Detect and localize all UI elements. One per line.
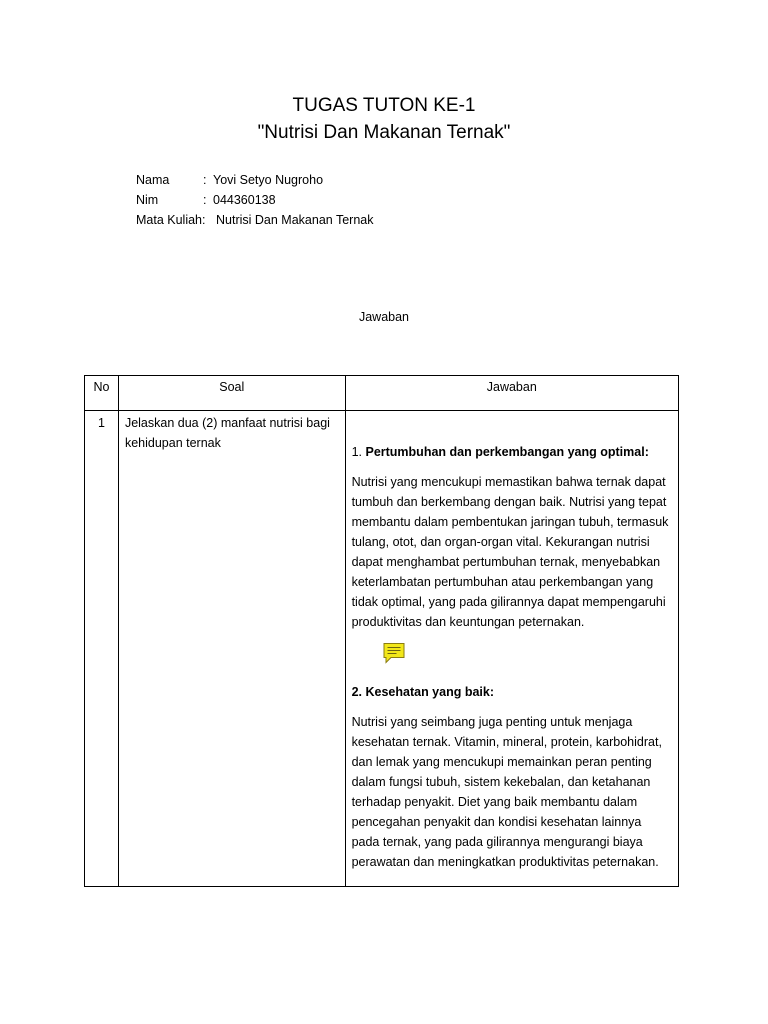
nama-label: Nama	[136, 173, 170, 187]
info-row-nama	[136, 170, 324, 190]
header-no: No	[85, 376, 119, 411]
answer-point-1-title: Pertumbuhan dan perkembangan yang optimal:	[365, 445, 649, 459]
nama-value: Yovi Setyo Nugroho	[213, 173, 324, 187]
info-row-mata-kuliah	[136, 210, 374, 230]
table-header-row	[85, 376, 679, 411]
info-row-nim	[136, 190, 276, 210]
answer-cell	[345, 411, 678, 887]
answer-point-2-body: Nutrisi yang seimbang juga penting untuk menjaga kesehatan ternak. Vitamin, mineral, protein, karbohidrat, dan lemak yang mencukupi memainkan peran penting dalam fungsi tubuh, sistem kekebalan, dan ketahanan terhadap penyakit. Diet yang baik membantu dalam pencegahan penyakit dan kondisi kesehatan lainnya pada ternak, yang pada gilirannya mengurangi biaya perawatan dan meningkatkan produktivitas peternakan.	[351, 715, 662, 869]
section-heading: Jawaban	[358, 310, 410, 324]
comment-note-icon[interactable]	[382, 642, 406, 664]
answer-point-2-number: 2.	[351, 685, 362, 699]
question-text: Jelaskan dua (2) manfaat nutrisi bagi kehidupan ternak	[118, 411, 345, 887]
answer-point-1-heading	[352, 442, 672, 462]
row-number: 1	[85, 411, 119, 887]
document-title: TUGAS TUTON KE-1	[292, 95, 476, 116]
header-soal: Soal	[118, 376, 345, 411]
matkul-value: Nutrisi Dan Makanan Ternak	[216, 213, 374, 227]
nama-colon: :	[203, 173, 207, 187]
header-jawaban: Jawaban	[345, 376, 678, 411]
nim-value: 044360138	[213, 193, 276, 207]
matkul-label: Mata Kuliah:	[136, 213, 206, 227]
answer-table	[84, 375, 679, 887]
nim-colon: :	[203, 193, 207, 207]
answer-point-2-title: Kesehatan yang baik:	[365, 685, 494, 699]
answer-point-1-body: Nutrisi yang mencukupi memastikan bahwa ternak dapat tumbuh dan berkembang dengan baik. Nutrisi yang tepat membantu dalam pembentukan jaringan tubuh, termasuk tulang, otot, dan organ-organ vital. Kekurangan nutrisi dapat menghambat pertumbuhan ternak, menyebabkan keterlambatan pertumbuhan atau perkembangan yang tidak optimal, yang pada gilirannya dapat mempengaruhi produktivitas dan keuntungan peternakan.	[351, 475, 669, 629]
answer-point-1-number: 1.	[351, 445, 362, 459]
document-subtitle: "Nutrisi Dan Makanan Ternak"	[257, 122, 511, 143]
student-info	[136, 170, 374, 230]
nim-label: Nim	[136, 193, 159, 207]
table-row	[85, 411, 679, 887]
answer-point-2-heading	[352, 682, 672, 702]
